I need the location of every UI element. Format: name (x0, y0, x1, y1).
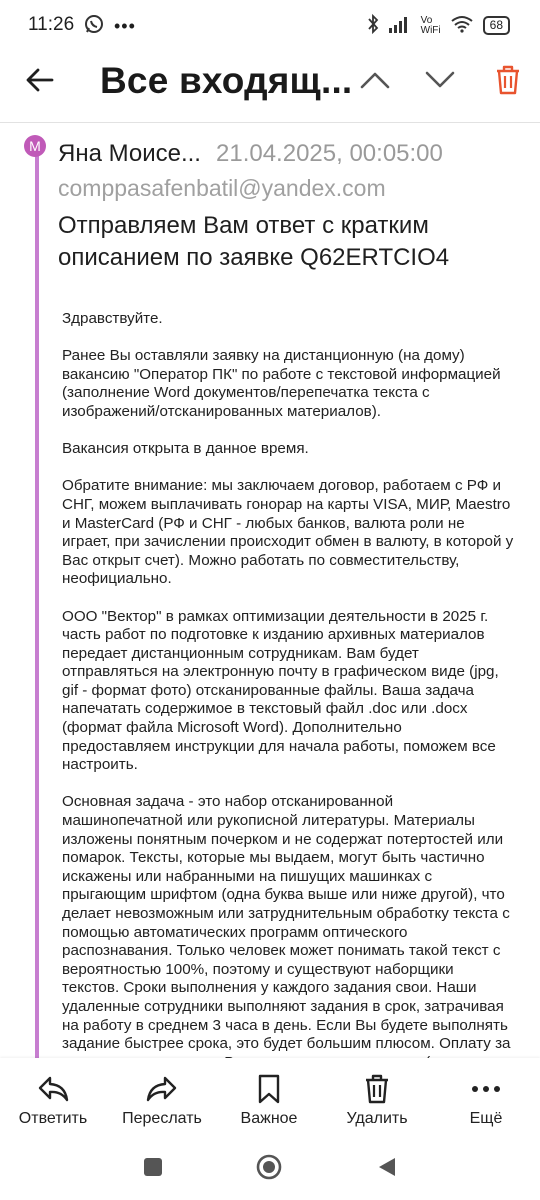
more-label: Ещё (469, 1110, 503, 1127)
battery-indicator: 68 (483, 16, 510, 35)
page-title: Все входящ... (100, 60, 353, 101)
delete-button[interactable] (488, 58, 528, 102)
back-triangle-icon (377, 1156, 397, 1178)
important-label: Важное (240, 1110, 298, 1127)
app-header (0, 40, 540, 123)
trash-icon (365, 1074, 389, 1104)
home-circle-icon (255, 1153, 283, 1181)
message-date: 21.04.2025, 00:05:00 (216, 140, 443, 167)
message-subject: Отправляем Вам ответ с кратким описанием по заявке Q62ERTCIO4 (58, 212, 450, 271)
delete-action-button[interactable] (327, 1072, 427, 1128)
more-button[interactable] (436, 1072, 536, 1128)
system-back-button[interactable] (372, 1152, 402, 1182)
chevron-down-icon (425, 71, 455, 89)
vowifi-indicator: Vo WiFi (420, 14, 441, 36)
recent-apps-button[interactable] (138, 1152, 168, 1182)
forward-label: Переслать (122, 1110, 202, 1127)
body-paragraph: Здравствуйте. (62, 310, 163, 327)
reply-icon (37, 1075, 69, 1103)
square-icon (143, 1157, 163, 1177)
reply-label: Ответить (18, 1110, 88, 1127)
delete-label: Удалить (346, 1110, 408, 1127)
sender-email[interactable]: comppasafenbatil@yandex.com (58, 175, 386, 201)
home-button[interactable] (254, 1152, 284, 1182)
more-dots-icon (471, 1085, 501, 1093)
sender-name[interactable]: Яна Моисе... (58, 140, 201, 167)
signal-icon (389, 15, 411, 36)
body-paragraph: Вакансия открыта в данное время. (62, 440, 309, 458)
avatar[interactable]: M (24, 135, 46, 157)
bluetooth-icon (367, 14, 379, 37)
body-paragraph: Обратите внимание: мы заключаем договор, работаем с РФ и СНГ, можем выплачивать гонорар на карты VISA, МИР, Maestro и MasterCard (РФ и СНГ - любых банков, валюта роли не играет, при зачислении происходит обмен в валюту, в которой у Вас открыт счет). Можно работать по совместительству, неофициально. (62, 477, 514, 588)
body-paragraph: ООО "Вектор" в рамках оптимизации деятельности в 2025 г. часть работ по подготовке к изданию архивных материалов передает дистанционным сотрудникам. Вам будет отправляться на электронную почту в графическом виде (jpg, gif - формат фото) отсканированные файлы. Ваша задача напечатать содержимое в текстовый файл .doc или .docx (формат файла Microsoft Word). Дополнительно предоставляем инструкции для начала работы, поможем все настроить. (62, 607, 499, 774)
important-button[interactable] (219, 1072, 319, 1128)
chevron-up-icon (360, 71, 390, 89)
system-navigation-bar (0, 1138, 540, 1200)
next-message-button[interactable] (420, 60, 460, 100)
bookmark-icon (258, 1074, 280, 1104)
wifi-icon (451, 15, 473, 36)
previous-message-button[interactable] (355, 60, 395, 100)
arrow-left-icon (26, 68, 54, 92)
body-paragraph: Ранее Вы оставляли заявку на дистанционную (на дому) вакансию "Оператор ПК" по работе с текстовой информацией (заполнение Word документов/перепечатка текста с изображений/отсканированных материалов). (62, 347, 501, 420)
thread-indicator-line (35, 156, 39, 1058)
trash-icon (496, 65, 520, 95)
back-button[interactable] (18, 58, 62, 102)
forward-icon (146, 1075, 178, 1103)
message-body (62, 310, 514, 1058)
message-action-bar (0, 1058, 540, 1138)
status-time: 11:26 (28, 14, 75, 35)
forward-button[interactable] (112, 1072, 212, 1128)
body-paragraph: Основная задача - это набор отсканированной машинопечатной или рукописной литературы. Материалы изложены понятным почерком и не содержат потертостей или помарок. Тексты, которые мы выдаем, могут быть частично искажены или набранными на пишущих машинках с прыгающим шрифтом (одна буква выше или ниже другой), что делает невозможным или затруднительным обработку текста с помощью автоматических программ оптического распознавания. Только человек может понимать такой текст с вероятностью 100%, поэтому и существуют наборщики текстов. Сроки выполнения у каждого задания свои. Наши удаленные сотрудники выполняют задания в срок, затрачивая на работу в среднем 3 часа в день. Если Вы будете выполнять задание быстрее срока, это будет большим плюсом. Оплату за (62, 793, 511, 1053)
reply-button[interactable] (3, 1072, 103, 1128)
more-notifications-icon: ••• (114, 16, 136, 36)
whatsapp-icon (84, 14, 104, 39)
